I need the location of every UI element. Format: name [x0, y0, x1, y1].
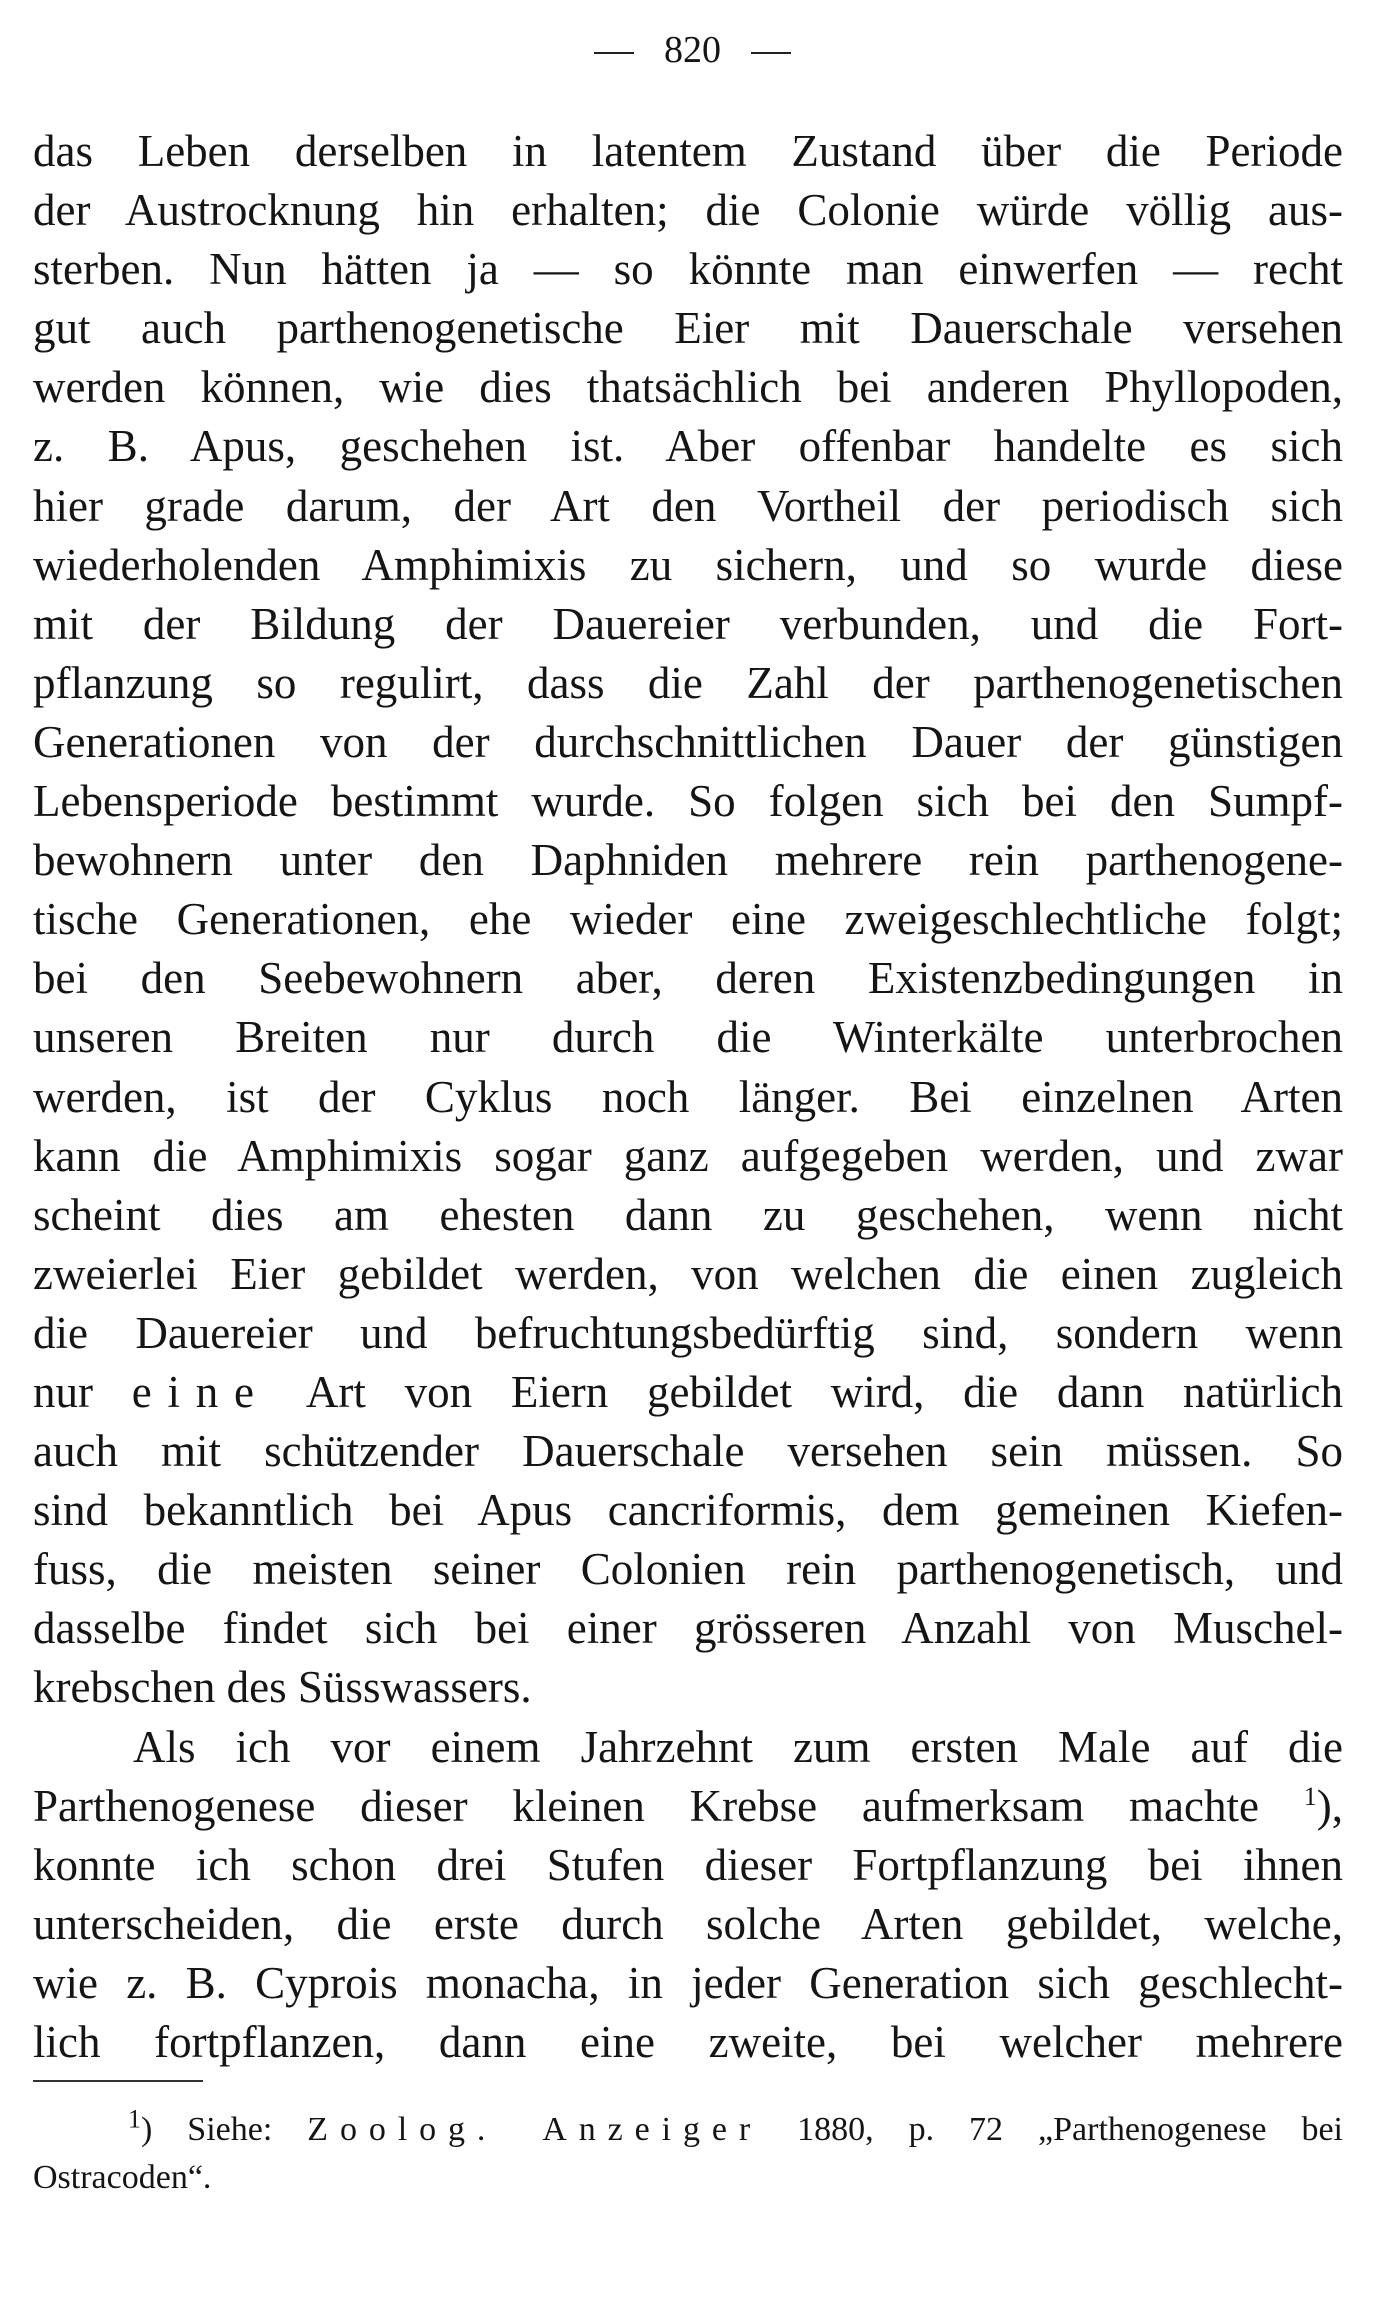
text-line: fuss, die meisten seiner Colonien rein parthenogenetisch, und [33, 1544, 1343, 1595]
text-line: wiederholenden Amphimixis zu sichern, und so wurde diese [33, 539, 1343, 590]
text-line: dasselbe findet sich bei einer grösseren Anzahl von Muschel- [33, 1603, 1343, 1654]
page-number: 820 [664, 29, 721, 71]
journal-title: Zoolog. Anzeiger [307, 2111, 763, 2148]
text-line: gut auch parthenogenetische Eier mit Dauerschale versehen [33, 303, 1343, 354]
text-line: wie z. B. Cyprois monacha, in jeder Generation sich geschlecht- [33, 1957, 1343, 2008]
text-line: das Leben derselben in latentem Zustand über die Periode [33, 126, 1343, 176]
text-line: pflanzung so regulirt, dass die Zahl der parthenogenetischen [33, 657, 1343, 708]
text-line: die Dauereier und befruchtungsbedürftig sind, sondern wenn [33, 1307, 1343, 1358]
text-line-emphasis [33, 1363, 1343, 1422]
text-line: tische Generationen, ehe wieder eine zweigeschlechtliche folgt; [33, 894, 1343, 945]
text-line: sind bekanntlich bei Apus cancriformis, dem gemeinen Kiefen- [33, 1485, 1343, 1536]
line-start: nur [33, 1366, 132, 1417]
page-number-header [0, 20, 1385, 80]
text-line-footnote-ref [33, 1777, 1343, 1836]
paragraph-end-line: krebschen des Süsswassers. [33, 1662, 532, 1713]
footnote-marker: 1 [128, 2104, 141, 2134]
text-line: sterben. Nun hätten ja — so könnte man einwerfen — recht [33, 244, 1343, 295]
text-line: lich fortpflanzen, dann eine zweite, bei welcher mehrere [33, 2017, 1343, 2067]
text-line: mit der Bildung der Dauereier verbunden, und die Fort- [33, 598, 1343, 649]
text-line: bewohnern unter den Daphniden mehrere rein parthenogene- [33, 835, 1343, 886]
text-line: auch mit schützender Dauerschale versehen sein müssen. So [33, 1426, 1343, 1477]
footnote-line: Ostracoden“. [33, 2159, 212, 2196]
paragraph-start-line: Als ich vor einem Jahrzehnt zum ersten Male auf die [133, 1721, 1343, 1772]
left-dash [594, 52, 634, 54]
text-line: konnte ich schon drei Stufen dieser Fortpflanzung bei ihnen [33, 1839, 1343, 1890]
text-line: unseren Breiten nur durch die Winterkälte unterbrochen [33, 1012, 1343, 1063]
footnote-text-end: 1880, p. 72 „Parthenogenese bei [762, 2111, 1344, 2148]
text-line: hier grade darum, der Art den Vortheil der periodisch sich [33, 480, 1343, 531]
line-start: Parthenogenese dieser kleinen Krebse aufmerksam machte [33, 1780, 1259, 1831]
text-line: werden, ist der Cyklus noch länger. Bei einzelnen Arten [33, 1071, 1343, 1122]
footnote [33, 2106, 1343, 2202]
main-text [33, 122, 1343, 2072]
text-line: bei den Seebewohnern aber, deren Existenzbedingungen in [33, 953, 1343, 1004]
emphasized-word: eine [131, 1366, 270, 1417]
text-line: unterscheiden, die erste durch solche Arten gebildet, welche, [33, 1898, 1343, 1949]
text-line: z. B. Apus, geschehen ist. Aber offenbar handelte es sich [33, 421, 1343, 472]
text-line: Generationen von der durchschnittlichen Dauer der günstigen [33, 716, 1343, 767]
line-end: Art von Eiern gebildet wird, die dann natürlich [269, 1366, 1343, 1417]
footnote-text-start: ) Siehe: [141, 2111, 308, 2148]
text-line: scheint dies am ehesten dann zu geschehen, wenn nicht [33, 1189, 1343, 1240]
text-line: kann die Amphimixis sogar ganz aufgegeben werden, und zwar [33, 1130, 1343, 1181]
text-line: zweierlei Eier gebildet werden, von welchen die einen zugleich [33, 1248, 1343, 1299]
text-line: werden können, wie dies thatsächlich bei anderen Phyllopoden, [33, 362, 1343, 413]
text-line: Lebensperiode bestimmt wurde. So folgen sich bei den Sumpf- [33, 776, 1343, 827]
footnote-divider [33, 2080, 203, 2082]
right-dash [751, 52, 791, 54]
footnote-line [33, 2106, 1343, 2154]
text-line: der Austrocknung hin erhalten; die Colonie würde völlig aus- [33, 185, 1343, 236]
footnote-reference[interactable]: 1 [1303, 1781, 1317, 1811]
line-end: ), [1316, 1780, 1343, 1831]
